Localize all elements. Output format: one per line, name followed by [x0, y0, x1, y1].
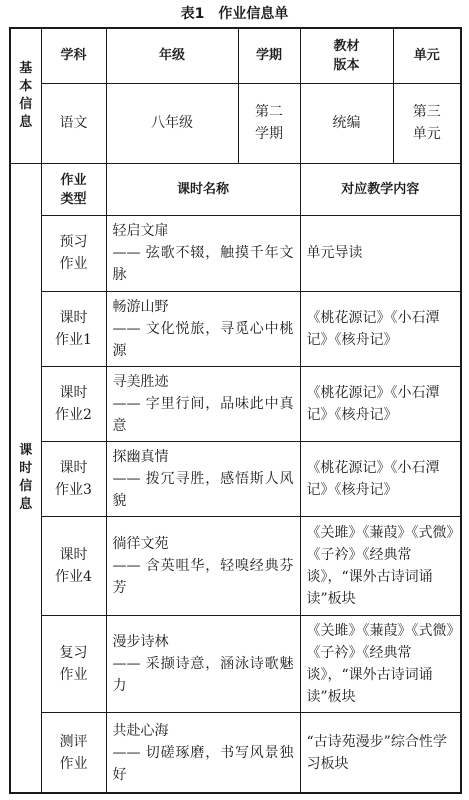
table-number: 表1 — [180, 6, 205, 22]
grade-header: 年级 — [106, 28, 238, 83]
assignment-type: 课时 作业3 — [41, 442, 106, 517]
assignment-type: 复习 作业 — [41, 615, 106, 712]
basic-header-row — [10, 28, 461, 83]
content-header: 对应教学内容 — [300, 164, 461, 216]
lesson-name — [106, 713, 300, 793]
lesson-subtitle: —— 拨冗寻胜，感悟斯人风貌 — [112, 471, 294, 510]
lesson-subtitle: —— 弦歌不辍，触摸千年文脉 — [112, 245, 294, 284]
lesson-name — [106, 615, 300, 712]
term-header: 学期 — [238, 28, 300, 83]
lesson-header-row — [10, 164, 461, 216]
edition-header: 教材 版本 — [300, 28, 393, 83]
teaching-content: 《桃花源记》《小石潭记》《核舟记》 — [300, 366, 461, 441]
lesson-title: 轻启文扉 — [112, 223, 169, 240]
term-value: 第二 学期 — [238, 83, 300, 163]
edition-value: 统编 — [300, 83, 393, 163]
subject-value: 语文 — [41, 83, 106, 163]
lesson-name — [106, 216, 300, 291]
lesson-subtitle: —— 含英咀华，轻嗅经典芬芳 — [112, 558, 294, 597]
assignment-type: 测评 作业 — [41, 713, 106, 793]
lesson-title: 畅游山野 — [112, 298, 169, 315]
grade-value: 八年级 — [106, 83, 238, 163]
subject-header: 学科 — [41, 28, 106, 83]
assignment-type: 预习 作业 — [41, 216, 106, 291]
lesson-name — [106, 442, 300, 517]
lesson-name — [106, 291, 300, 366]
table-row — [10, 291, 461, 366]
table-row — [10, 442, 461, 517]
teaching-content: “古诗苑漫步”综合性学习板块 — [300, 713, 461, 793]
unit-value: 第三 单元 — [393, 83, 461, 163]
table-title: 作业信息单 — [218, 6, 289, 22]
teaching-content: 单元导读 — [300, 216, 461, 291]
assignment-type: 课时 作业4 — [41, 517, 106, 615]
table-row — [10, 517, 461, 615]
lesson-subtitle: —— 采撷诗意，涵泳诗歌魅力 — [112, 655, 294, 694]
table-row — [10, 615, 461, 712]
table-row — [10, 366, 461, 441]
teaching-content: 《桃花源记》《小石潭记》《核舟记》 — [300, 291, 461, 366]
lesson-subtitle: —— 切磋琢磨，书写风景独好 — [112, 744, 294, 783]
teaching-content: 《桃花源记》《小石潭记》《核舟记》 — [300, 442, 461, 517]
lesson-title: 共赴心海 — [112, 722, 169, 739]
table-row — [10, 713, 461, 793]
type-header: 作业 类型 — [41, 164, 106, 216]
name-header: 课时名称 — [106, 164, 300, 216]
teaching-content: 《关雎》《蒹葭》《式微》《子衿》《经典常谈》，“课外古诗词诵读”板块 — [300, 615, 461, 712]
lesson-title: 漫步诗林 — [112, 633, 169, 650]
table-row — [10, 216, 461, 291]
basic-values-row — [10, 83, 461, 163]
assignment-type: 课时 作业2 — [41, 366, 106, 441]
lesson-subtitle: —— 文化悦旅，寻觅心中桃源 — [112, 320, 294, 359]
lesson-title: 探幽真情 — [112, 449, 169, 466]
table-caption — [0, 4, 469, 24]
assignment-type: 课时 作业1 — [41, 291, 106, 366]
assignment-info-table — [9, 27, 462, 794]
lesson-subtitle: —— 字里行间，品味此中真意 — [112, 395, 294, 434]
basic-info-section-label: 基本信息 — [10, 28, 41, 164]
unit-header: 单元 — [393, 28, 461, 83]
lesson-name — [106, 517, 300, 615]
teaching-content: 《关雎》《蒹葭》《式微》《子衿》《经典常谈》，“课外古诗词诵读”板块 — [300, 517, 461, 615]
lesson-title: 寻美胜迹 — [112, 373, 169, 390]
lesson-info-section-label: 课时信息 — [10, 164, 41, 793]
lesson-name — [106, 366, 300, 441]
lesson-title: 徜徉文苑 — [112, 536, 169, 553]
